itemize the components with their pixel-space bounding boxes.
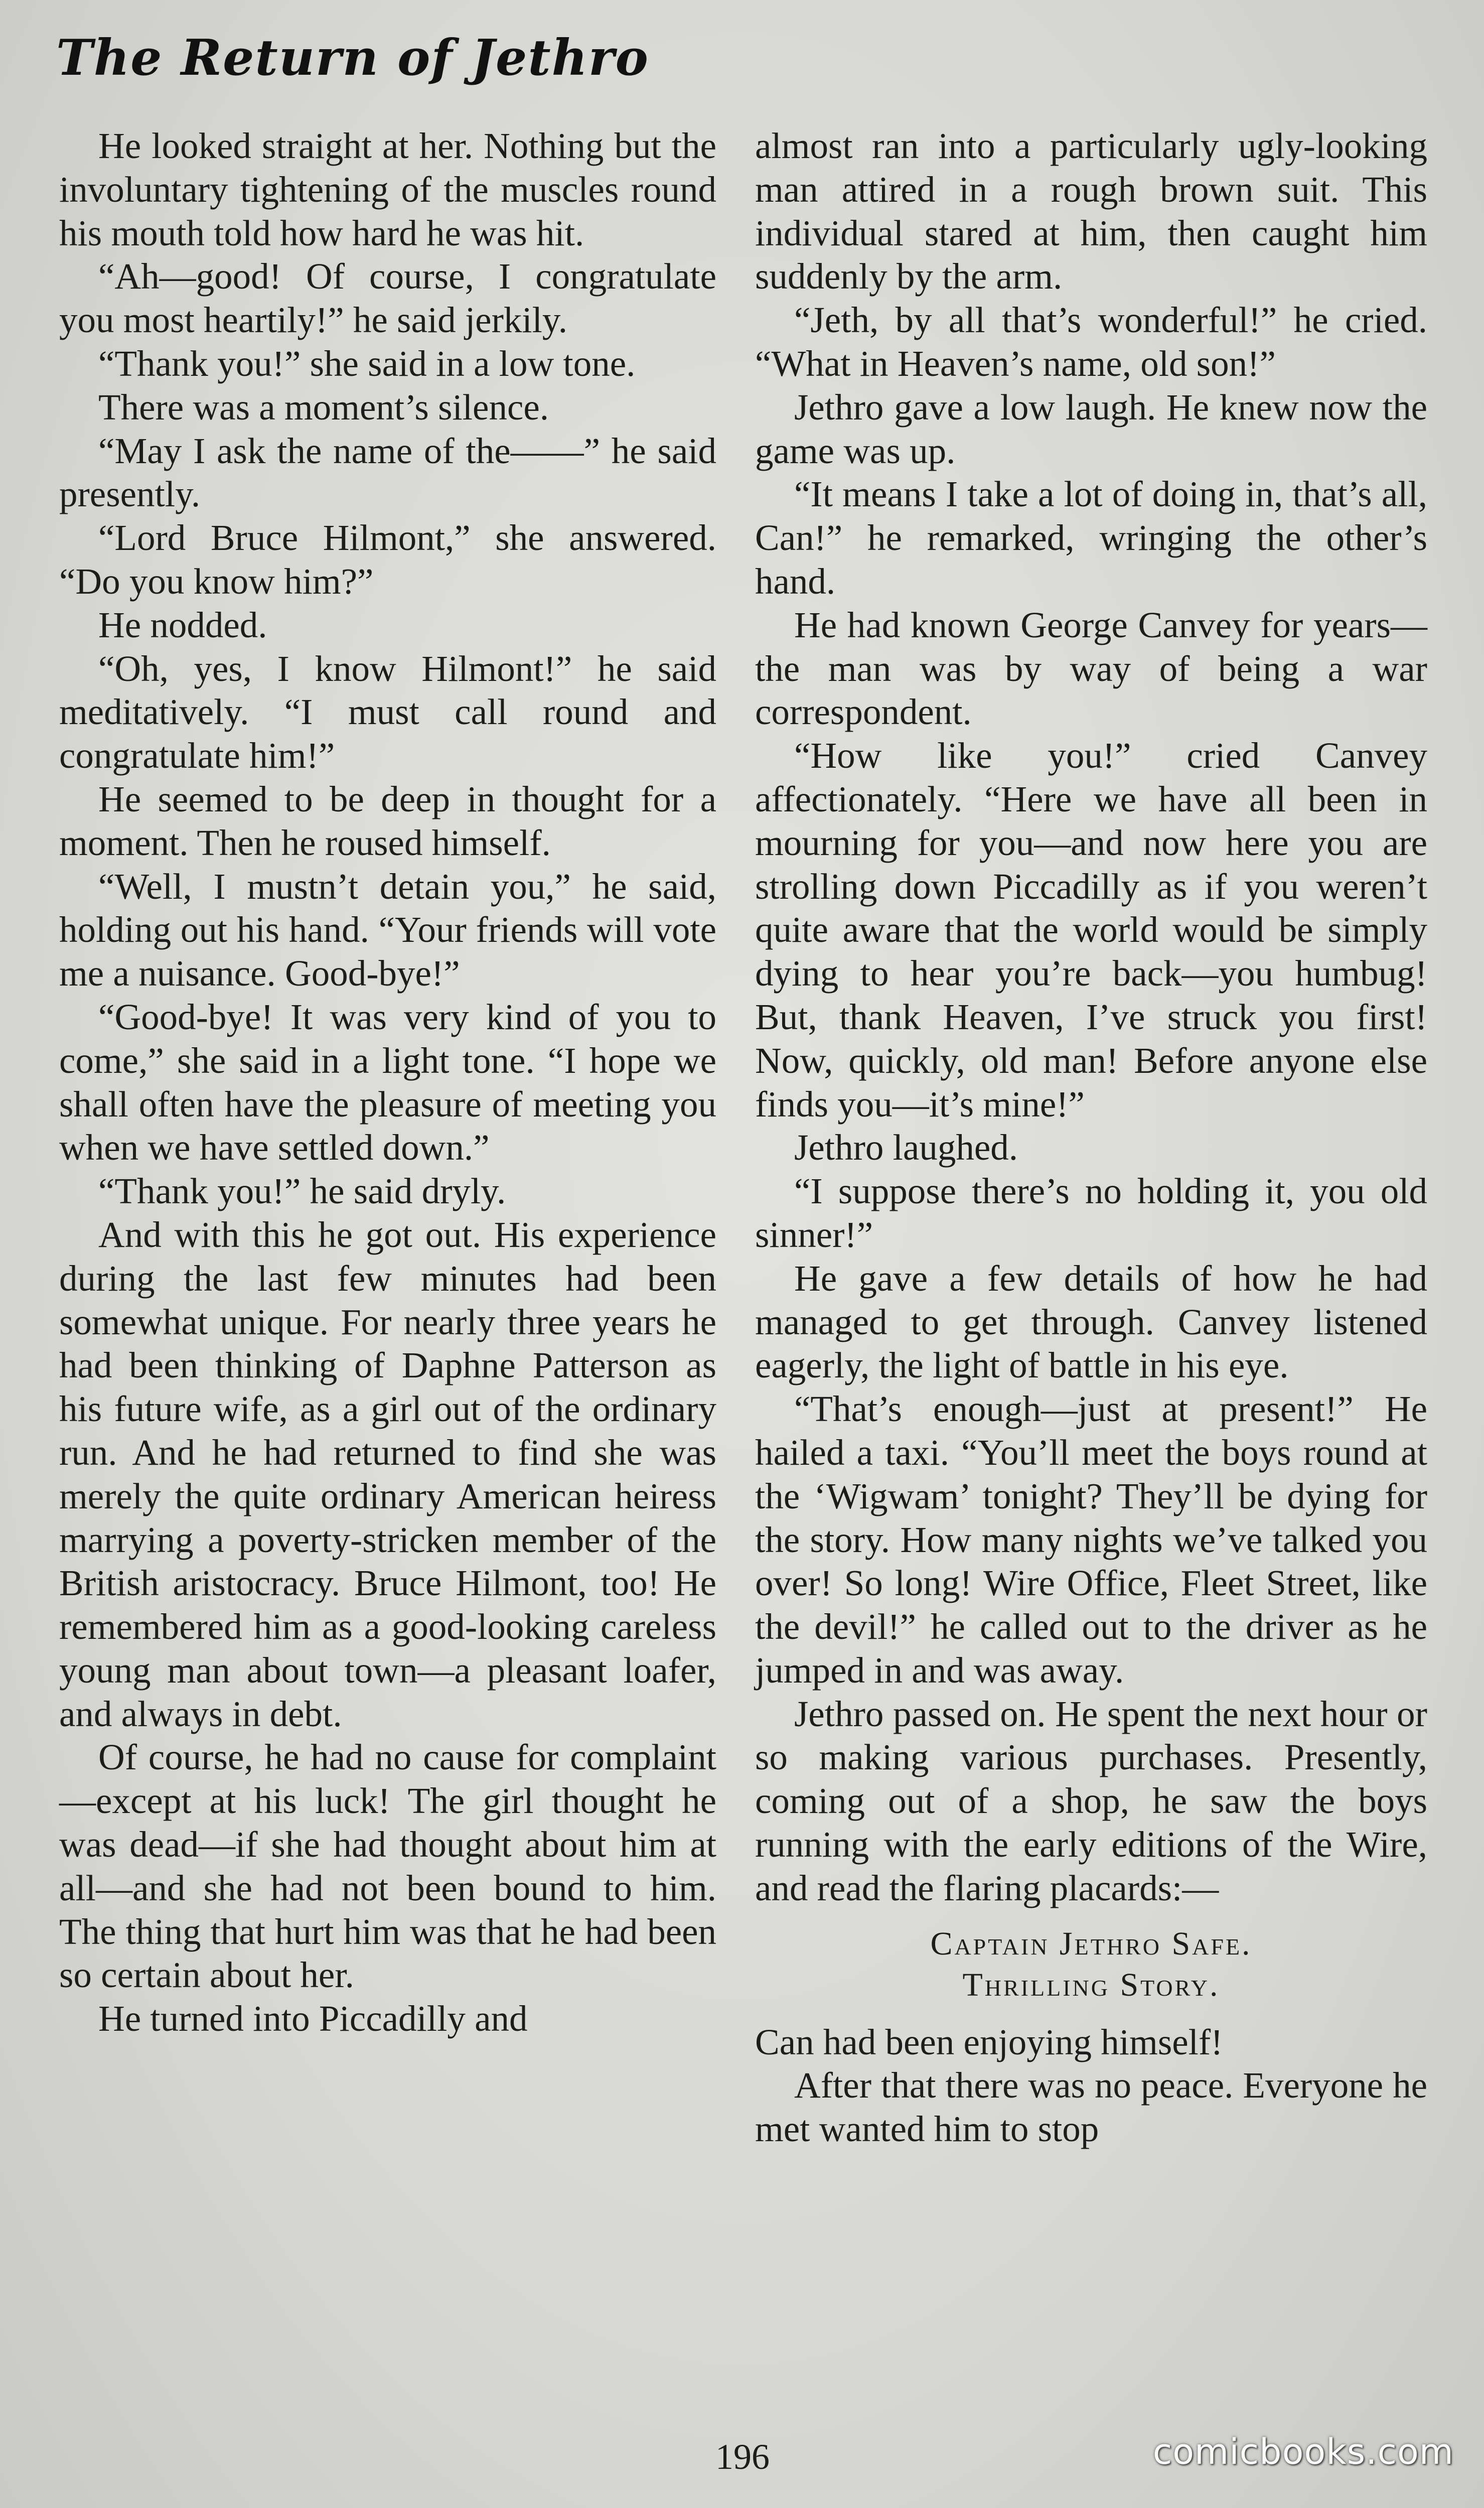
- paragraph: He seemed to be deep in thought for a moment. Then he roused himself.: [59, 778, 716, 863]
- paragraph: “May I ask the name of the——” he said presently.: [59, 430, 716, 515]
- paragraph: He looked straight at her. Nothing but the involuntary tightening of the muscles round his mouth told how hard he was hit.: [59, 125, 716, 253]
- paragraph: “Thank you!” she said in a low tone.: [98, 343, 636, 384]
- paragraph: Jethro gave a low laugh. He knew now the game was up.: [755, 386, 1427, 471]
- paragraph: Jethro laughed.: [794, 1127, 1018, 1168]
- paragraph: He turned into Piccadilly and: [98, 1998, 528, 2039]
- paragraph: He had known George Canvey for years—the man was by way of being a war correspondent.: [755, 604, 1427, 733]
- paragraph: And with this he got out. His experience during the last few minutes had been somewhat unique. For nearly three years he had been thinking of Daphne Patterson as his future wife, as a girl out of the ordinary run. And he had returned to find she was merely the quite ordinary American heiress marrying a poverty-stricken member of the British aristocracy. Bruce Hilmont, too! He remembered him as a good-looking careless young man about town—a pleasant loafer, and always in debt.: [59, 1214, 716, 1734]
- paragraph: “Lord Bruce Hilmont,” she answered. “Do you know him?”: [59, 517, 716, 602]
- paragraph: “Thank you!” he said dryly.: [98, 1171, 506, 1212]
- paragraph: Jethro passed on. He spent the next hour or so making various purchases. Presently, coming out of a shop, he saw the boys running with the early editions of the Wire, and read the flaring placards:—: [755, 1693, 1427, 1908]
- right-column-body: [755, 124, 1427, 1910]
- paragraph: “Jeth, by all that’s wonderful!” he cried. “What in Heaven’s name, old son!”: [755, 300, 1427, 384]
- paragraph: “It means I take a lot of doing in, that’s all, Can!” he remarked, wringing the other’s hand.: [755, 474, 1427, 602]
- paragraph: “Good-bye! It was very kind of you to come,” she said in a light tone. “I hope we shall often have the pleasure of meeting you when we have settled down.”: [59, 996, 716, 1168]
- placard-line: Captain Jethro Safe.: [930, 1925, 1252, 1962]
- right-text-column: [755, 124, 1427, 2151]
- story-title: The Return of Jethro: [56, 29, 649, 87]
- paragraph: Of course, he had no cause for complaint—except at his luck! The girl thought he was dead—if she had thought about him at all—and she had not been bound to him. The thing that hurt him was that he had been so certain about her.: [59, 1737, 716, 1996]
- paragraph: Can had been enjoying himself!: [755, 2021, 1223, 2062]
- paragraph: “How like you!” cried Canvey affectionately. “Here we have all been in mourning for you—and now here you are strolling down Piccadilly as if you weren’t quite aware that the world would be simply dying to hear you’re back—you humbug! But, thank Heaven, I’ve struck you first! Now, quickly, old man! Before anyone else finds you—it’s mine!”: [755, 735, 1427, 1125]
- paragraph: He gave a few details of how he had managed to get through. Canvey listened eagerly, the light of battle in his eye.: [755, 1258, 1427, 1386]
- watermark-logo: comicbooks.com: [1152, 2431, 1454, 2472]
- paragraph: “Well, I mustn’t detain you,” he said, holding out his hand. “Your friends will vote me a nuisance. Good-bye!”: [59, 866, 716, 994]
- paragraph: almost ran into a particularly ugly-looking man attired in a rough brown suit. This individual stared at him, then caught him suddenly by the arm.: [755, 125, 1427, 297]
- page-number: 196: [715, 2437, 770, 2477]
- paragraph: “I suppose there’s no holding it, you old sinner!”: [755, 1171, 1427, 1255]
- paragraph: “Oh, yes, I know Hilmont!” he said meditatively. “I must call round and congratulate him!”: [59, 648, 716, 776]
- placard-line: Thrilling Story.: [962, 1966, 1220, 2003]
- paragraph: There was a moment’s silence.: [98, 386, 549, 428]
- paragraph: “That’s enough—just at present!” He hailed a taxi. “You’ll meet the boys round at the ‘Wigwam’ tonight? They’ll be dying for the story. How many nights we’ve talked you over! So long! Wire Office, Fleet Street, like the devil!” he called out to the driver as he jumped in and was away.: [755, 1388, 1427, 1691]
- paragraph: He nodded.: [98, 604, 267, 645]
- paragraph: After that there was no peace. Everyone he met wanted him to stop: [755, 2065, 1427, 2150]
- left-text-column: [59, 124, 716, 2041]
- newspaper-placard: [755, 1923, 1427, 2006]
- right-column-continuation: [755, 2021, 1427, 2151]
- paragraph: “Ah—good! Of course, I congratulate you most heartily!” he said jerkily.: [59, 256, 716, 341]
